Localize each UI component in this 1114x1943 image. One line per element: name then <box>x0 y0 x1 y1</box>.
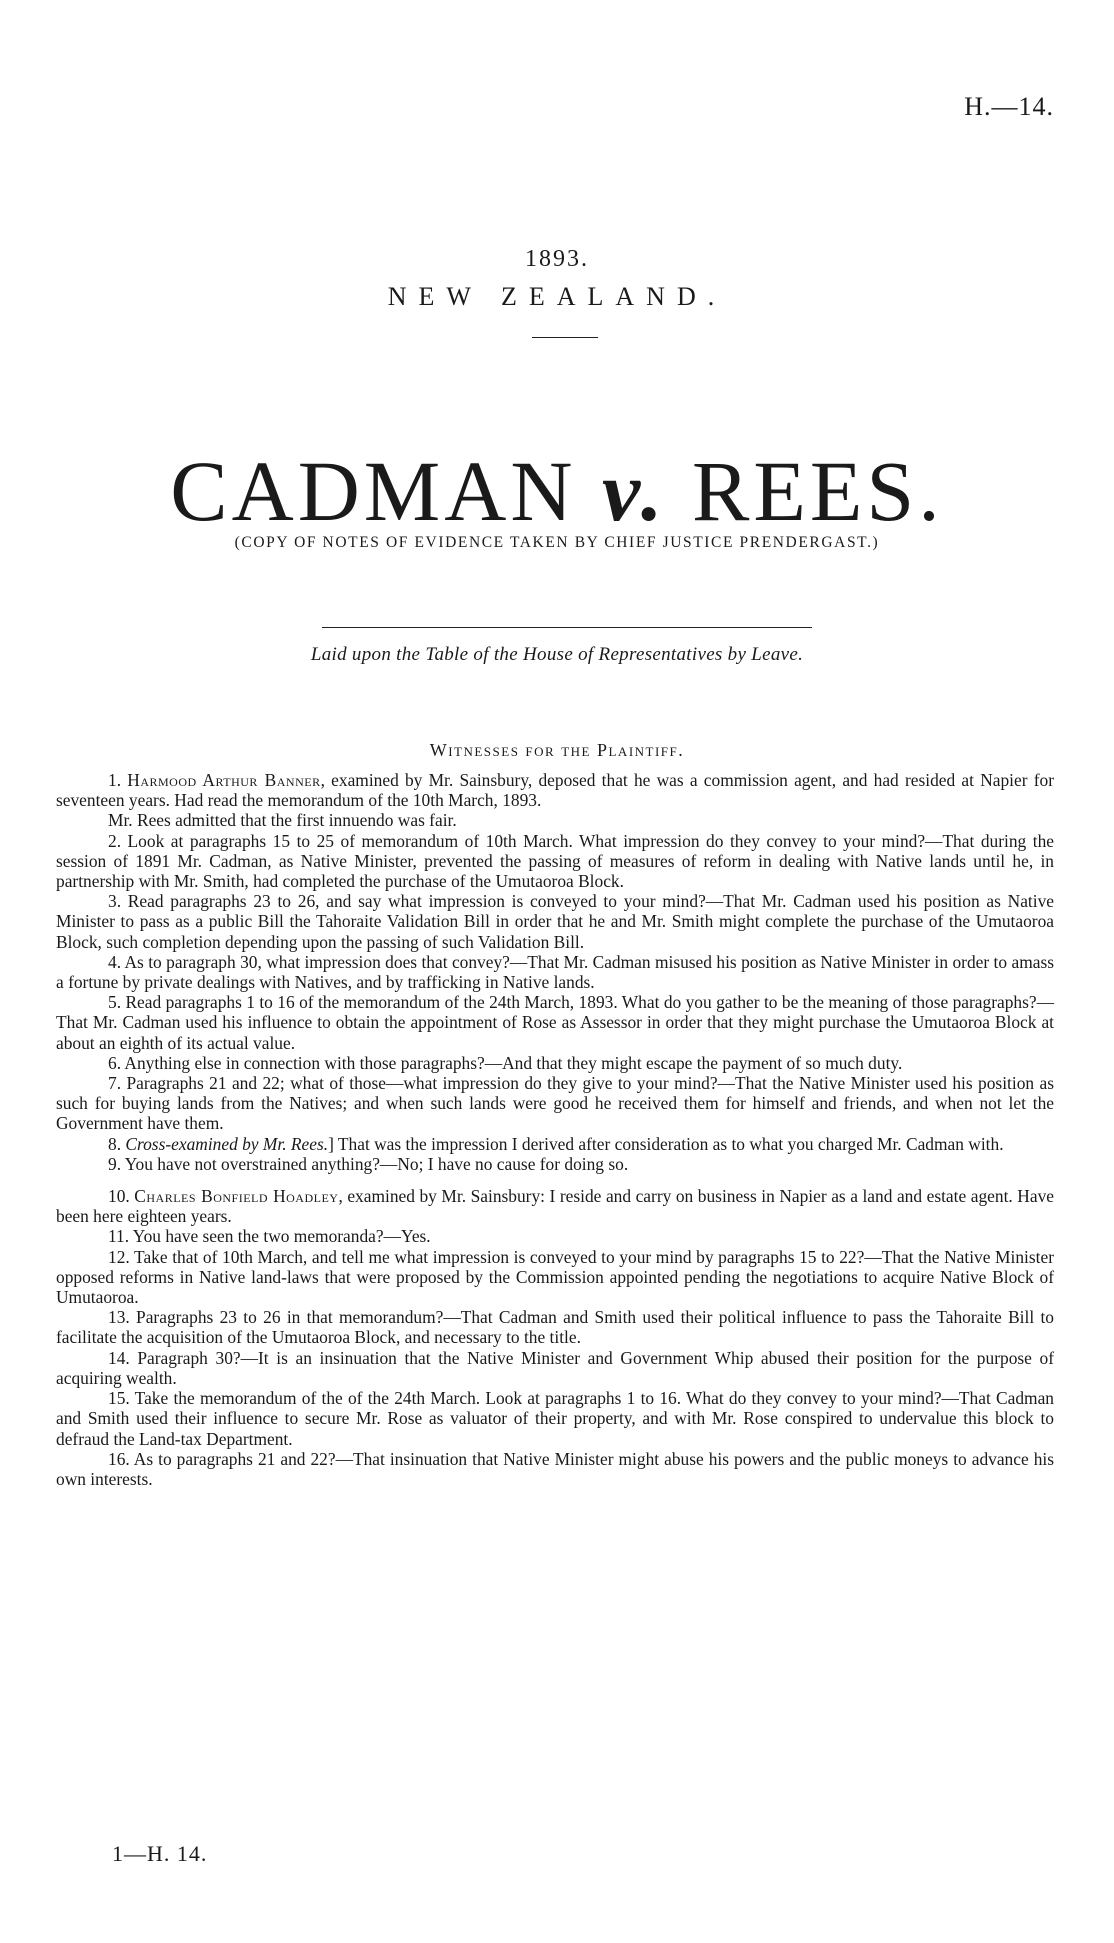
title-versus: v. <box>602 443 667 539</box>
evidence-paragraph: Mr. Rees admitted that the first innuendo was fair. <box>108 810 457 831</box>
cross-examination-note: Cross-examined by Mr. Rees. <box>125 1133 329 1154</box>
page-signature: 1—H. 14. <box>112 1841 208 1866</box>
witness-name: Charles Bonfield Hoadley <box>134 1186 339 1207</box>
evidence-body <box>56 770 1054 1489</box>
evidence-paragraph: 13. Paragraphs 23 to 26 in that memorandum?—That Cadman and Smith used their political influence to pass the Tahoraite Bill to facilitate the acquisition of the Umutaoroa Block, and necessary to the title. <box>56 1307 1054 1348</box>
evidence-paragraph: 11. You have seen the two memoranda?—Yes. <box>108 1226 431 1247</box>
title-plaintiff: CADMAN <box>170 443 577 539</box>
country-heading: NEW ZEALAND. <box>387 282 727 311</box>
evidence-paragraph: 14. Paragraph 30?—It is an insinuation that the Native Minister and Government Whip abused their position for the purpose of acquiring wealth. <box>56 1347 1054 1388</box>
page-reference: H.—14. <box>964 92 1054 121</box>
evidence-paragraph: 1. Harmood Arthur Banner, examined by Mr. Sainsbury, deposed that he was a commission agent, and had resided at Napier for seventeen years. Had read the memorandum of the 10th March, 1893. <box>56 770 1055 811</box>
document-title <box>0 443 1114 539</box>
evidence-paragraph: 8. Cross-examined by Mr. Rees.] That was the impression I derived after consideration as to what you charged Mr. Cadman with. <box>108 1133 1004 1154</box>
evidence-paragraph: 10. Charles Bonfield Hoadley, examined by Mr. Sainsbury: I reside and carry on business in Napier as a land and estate agent. Have been here eighteen years. <box>56 1186 1054 1227</box>
document-year: 1893. <box>525 246 589 272</box>
title-defendant: REES. <box>691 443 944 539</box>
evidence-paragraph: 12. Take that of 10th March, and tell me what impression is conveyed to your mind by paragraphs 15 to 22?—That the Native Minister opposed reforms in Native land-laws that were proposed by the Commission appointed pending the negotiations to acquire Native Block of Umutaoroa. <box>56 1246 1054 1308</box>
evidence-paragraph: 3. Read paragraphs 23 to 26, and say what impression is conveyed to your mind?—That Mr. Cadman used his position as Native Minister to pass as a public Bill the Tahoraite Validation Bill in order that he and Mr. Smith might complete the purchase of the Umutaoroa Block, such completion depending upon the passing of such Validation Bill. <box>56 891 1054 952</box>
evidence-paragraph: 9. You have not overstrained anything?—No; I have no cause for doing so. <box>108 1153 629 1174</box>
evidence-paragraph: 4. As to paragraph 30, what impression does that convey?—That Mr. Cadman misused his position as Native Minister in order to amass a fortune by private dealings with Natives, and by trafficking in Native lands. <box>56 951 1054 993</box>
laid-upon-table-note: Laid upon the Table of the House of Representatives by Leave. <box>310 644 804 665</box>
document-subtitle: (COPY OF NOTES OF EVIDENCE TAKEN BY CHIEF JUSTICE PRENDERGAST.) <box>234 534 880 551</box>
evidence-paragraph: 6. Anything else in connection with those paragraphs?—And that they might escape the payment of so much duty. <box>108 1052 903 1073</box>
section-heading: Witnesses for the Plaintiff. <box>429 740 685 760</box>
long-divider <box>322 627 812 628</box>
evidence-paragraph: 2. Look at paragraphs 15 to 25 of memorandum of 10th March. What impression do they convey to your mind?—That during the session of 1891 Mr. Cadman, as Native Minister, prevented the passing of measures of reform in dealing with Native lands until he, in partnership with Mr. Smith, had completed the purchase of the Umutaoroa Block. <box>56 830 1054 892</box>
evidence-paragraph: 16. As to paragraphs 21 and 22?—That insinuation that Native Minister might abuse his powers and the public moneys to advance his own interests. <box>56 1448 1054 1489</box>
evidence-paragraph: 15. Take the memorandum of the of the 24th March. Look at paragraphs 1 to 16. What do they convey to your mind?—That Cadman and Smith used their influence to secure Mr. Rose as valuator of their property, and with Mr. Rose conspired to undervalue this block to defraud the Land-tax Department. <box>56 1388 1054 1449</box>
short-divider <box>532 337 598 338</box>
evidence-paragraph: 7. Paragraphs 21 and 22; what of those—what impression do they give to your mind?—That the Native Minister used his position as such for buying lands from the Natives; and when such lands were good he received them for himself and friends, and when not let the Government have them. <box>56 1073 1054 1134</box>
evidence-paragraph: 5. Read paragraphs 1 to 16 of the memorandum of the 24th March, 1893. What do you gather to be the meaning of those paragraphs?—That Mr. Cadman used his influence to obtain the appointment of Rose as Assessor in order that they might purchase the Umutaoroa Block at about an eighth of its actual value. <box>56 992 1054 1053</box>
witness-name: Harmood Arthur Banner <box>127 770 321 790</box>
